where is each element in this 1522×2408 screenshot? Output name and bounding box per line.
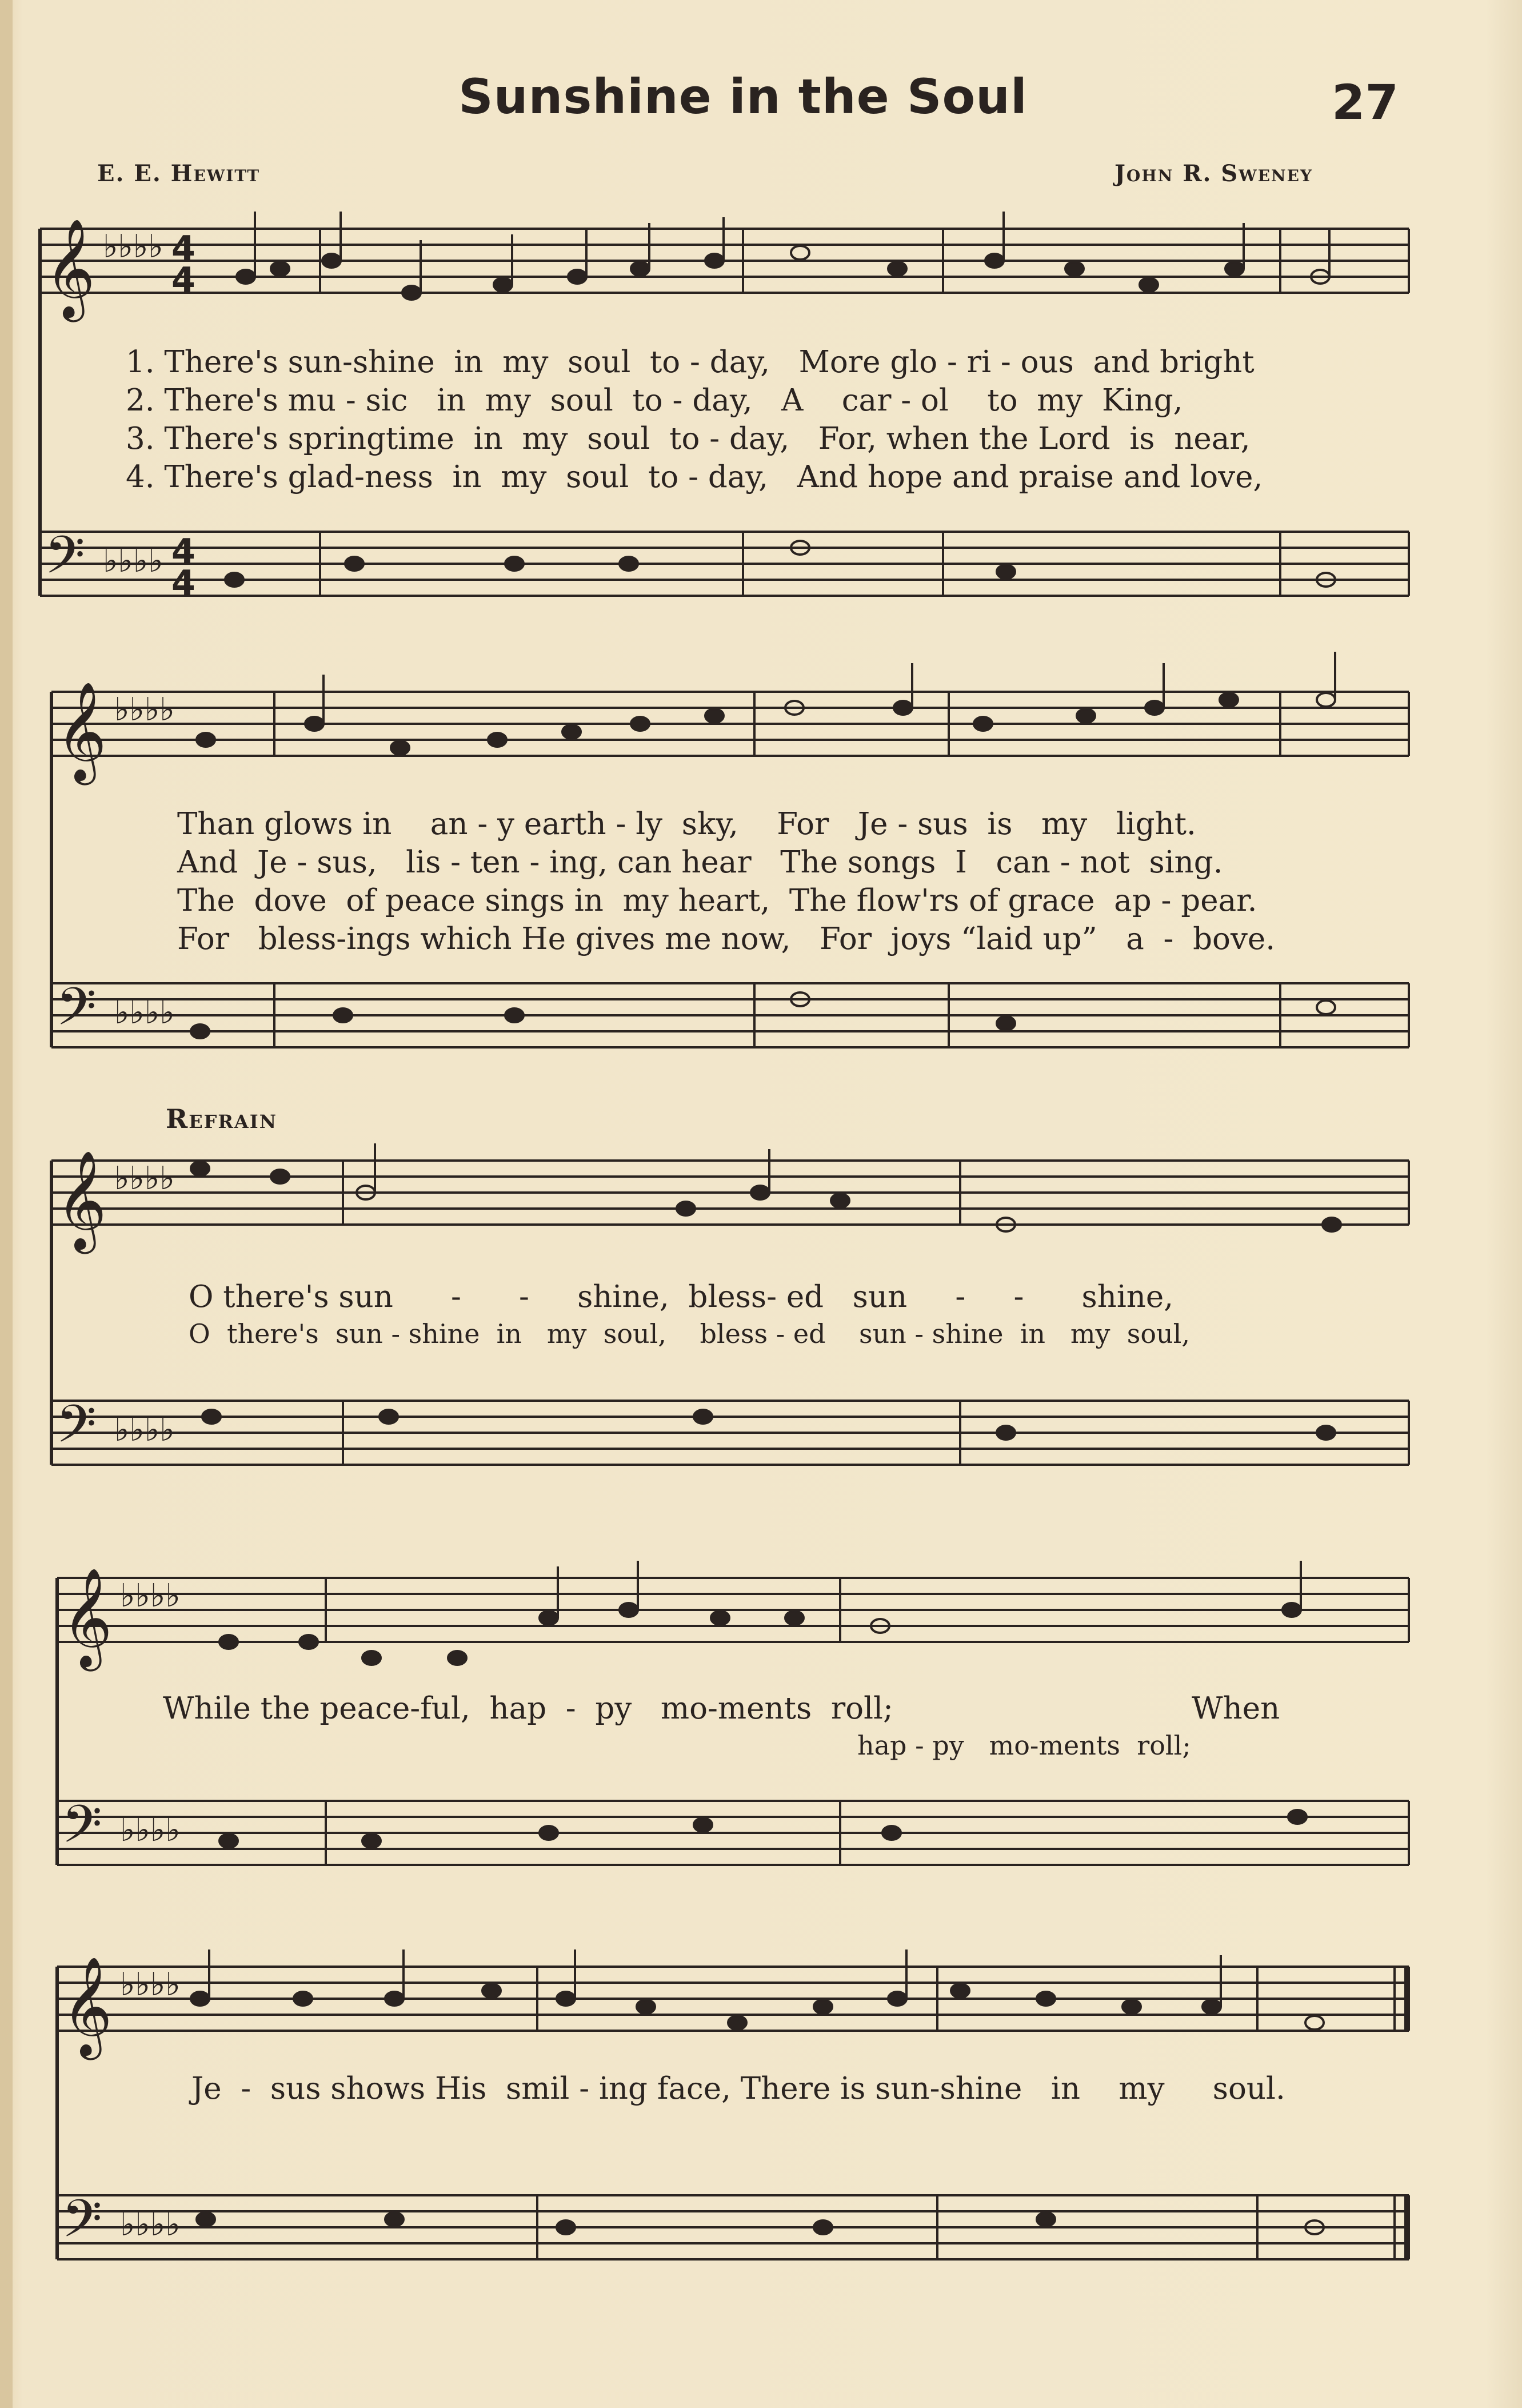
hymn-number: 27 xyxy=(1332,74,1399,130)
verse-line-2: 2. There's mu - sic in my soul to - day, A car - ol to my King, xyxy=(126,383,1183,418)
svg-text:𝄞: 𝄞 xyxy=(62,1956,113,2056)
svg-text:♭♭♭♭: ♭♭♭♭ xyxy=(114,1412,175,1449)
system-4-treble-staff xyxy=(57,1578,1409,1642)
system-2-treble-staff xyxy=(51,692,1409,756)
svg-text:𝄞: 𝄞 xyxy=(56,1150,107,1250)
svg-text:4: 4 xyxy=(171,229,195,269)
verse-line-3: 3. There's springtime in my soul to - day, For, when the Lord is near, xyxy=(126,421,1251,456)
system-5-bass-staff xyxy=(57,2195,1409,2259)
svg-text:4: 4 xyxy=(171,260,195,300)
svg-text:♭♭♭♭: ♭♭♭♭ xyxy=(120,1812,181,1849)
system-4-notes xyxy=(219,1561,1301,1665)
svg-text:𝄞: 𝄞 xyxy=(62,1568,113,1667)
bass-notes xyxy=(191,541,1335,2234)
system-3-bass-staff xyxy=(51,1401,1409,1465)
system-3-treble-staff xyxy=(51,1161,1409,1225)
svg-text:𝄞: 𝄞 xyxy=(56,681,107,781)
system-3-notes xyxy=(191,1143,1341,1231)
system-4-bass-staff xyxy=(57,1801,1409,1865)
svg-text:𝄢: 𝄢 xyxy=(56,1394,97,1467)
svg-text:𝄢: 𝄢 xyxy=(56,976,97,1050)
verse-line-4: 4. There's glad-ness in my soul to - day, And hope and praise and love, xyxy=(126,460,1263,495)
refrain-lyric-line-2: While the peace-ful, hap - py mo-ments roll; When xyxy=(163,1691,1280,1726)
svg-text:♭♭♭♭: ♭♭♭♭ xyxy=(103,228,163,265)
verse-line-4-cont: For bless-ings which He gives me now, For joys “laid up” a - bove. xyxy=(177,922,1276,956)
system-2-bass-staff xyxy=(51,983,1409,1047)
refrain-label: Refrain xyxy=(166,1103,277,1134)
svg-text:♭♭♭♭: ♭♭♭♭ xyxy=(120,1577,181,1614)
refrain-lyric-line-3: Je - sus shows His smil - ing face, There is sun-shine in my soul. xyxy=(191,2071,1285,2106)
svg-text:4: 4 xyxy=(171,563,195,603)
svg-text:𝄢: 𝄢 xyxy=(62,1794,102,1867)
svg-text:𝄢: 𝄢 xyxy=(62,2188,102,2262)
svg-text:♭♭♭♭: ♭♭♭♭ xyxy=(103,543,163,580)
system-5-notes xyxy=(191,1949,1324,2030)
bass-clef-icon: 𝄢 xyxy=(45,525,85,598)
hymn-title: Sunshine in the Soul xyxy=(458,69,1028,125)
svg-text:♭♭♭♭: ♭♭♭♭ xyxy=(120,1966,181,2003)
refrain-lyric-melody: O there's sun - - shine, bless- ed sun - - shine, xyxy=(189,1279,1174,1314)
verse-line-1-cont: Than glows in an - y earth - ly sky, For Je - sus is my light. xyxy=(177,807,1196,842)
verse-line-2-cont: And Je - sus, lis - ten - ing, can hear The songs I can - not sing. xyxy=(177,845,1223,880)
treble-clef-icon: 𝄞 xyxy=(45,218,95,318)
svg-text:4: 4 xyxy=(171,532,195,572)
system-1-bass-staff xyxy=(40,532,1409,596)
lyricist-credit: E. E. Hewitt xyxy=(97,160,261,187)
refrain-lyric-line-2-echo: hap - py mo-ments roll; xyxy=(857,1730,1191,1761)
refrain-lyric-echo: O there's sun - shine in my soul, bless - ed sun - shine in my soul, xyxy=(189,1318,1191,1349)
svg-text:♭♭♭♭: ♭♭♭♭ xyxy=(114,994,175,1031)
system-1-notes xyxy=(237,212,1329,300)
svg-text:♭♭♭♭: ♭♭♭♭ xyxy=(114,691,175,728)
svg-text:♭♭♭♭: ♭♭♭♭ xyxy=(114,1160,175,1197)
composer-credit: John R. Sweney xyxy=(1114,160,1313,187)
verse-line-3-cont: The dove of peace sings in my heart, The flow'rs of grace ap - pear. xyxy=(177,883,1257,918)
verse-line-1: 1. There's sun-shine in my soul to - day, More glo - ri - ous and bright xyxy=(126,345,1255,380)
svg-text:♭♭♭♭: ♭♭♭♭ xyxy=(120,2206,181,2243)
